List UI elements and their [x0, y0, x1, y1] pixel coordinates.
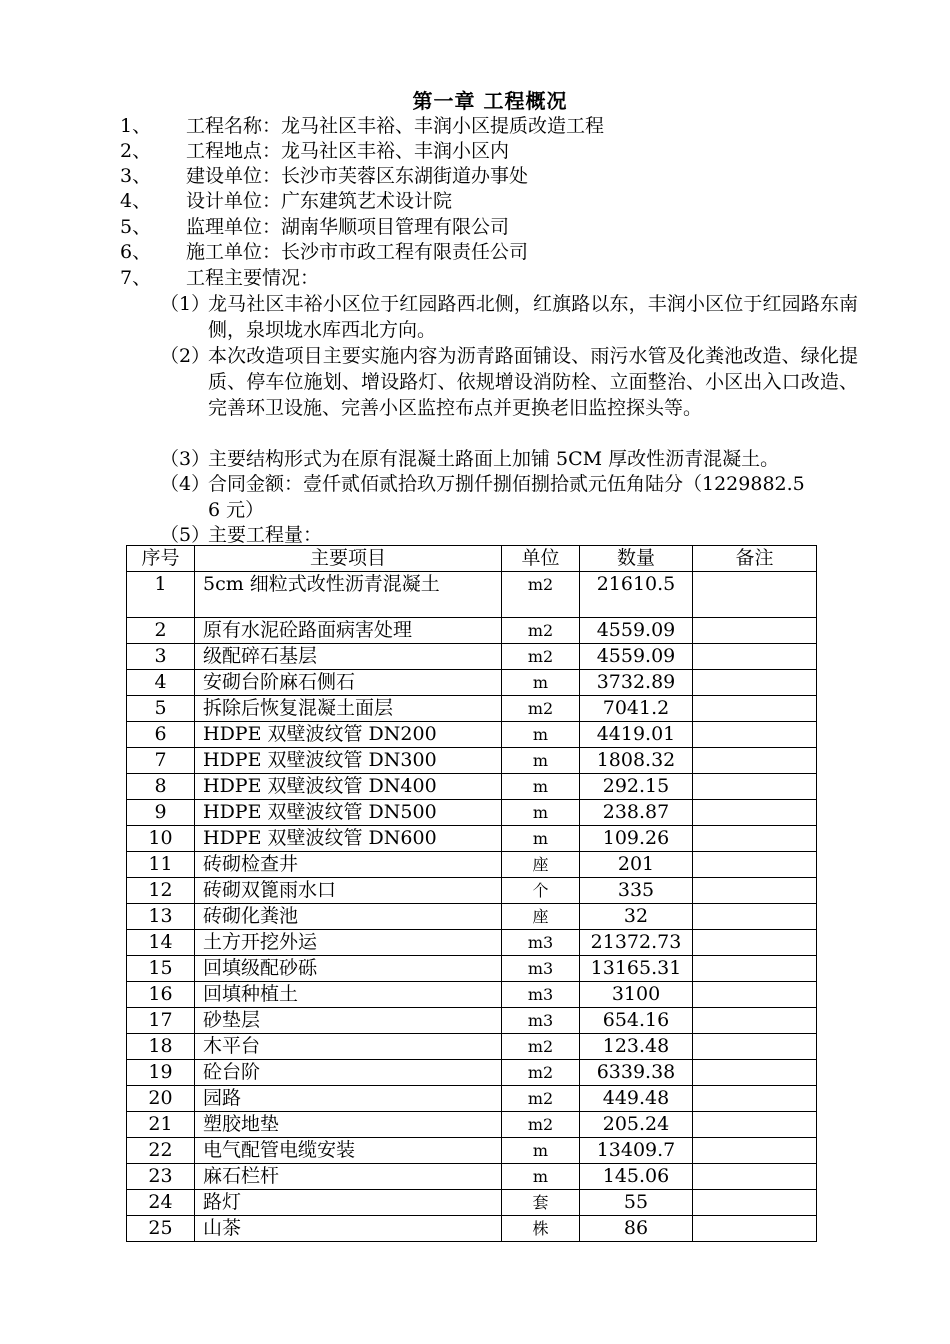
- row-unit: m: [502, 670, 580, 696]
- row-item: 回填种植土: [195, 982, 502, 1008]
- row-index: 18: [127, 1034, 195, 1060]
- info-number: 4、: [120, 190, 152, 212]
- row-unit: m2: [502, 696, 580, 722]
- row-item: 拆除后恢复混凝土面层: [195, 696, 502, 722]
- row-unit: m: [502, 774, 580, 800]
- info-line-designer: [120, 189, 452, 214]
- detail-location: [160, 291, 858, 343]
- table-row: [127, 670, 817, 696]
- row-quantity: 335: [580, 878, 693, 904]
- row-unit: m3: [502, 982, 580, 1008]
- row-remarks: [693, 1190, 817, 1216]
- row-item: 砼台阶: [195, 1060, 502, 1086]
- row-quantity: 7041.2: [580, 696, 693, 722]
- table-row: [127, 1086, 817, 1112]
- info-number: 7、: [120, 267, 152, 289]
- row-remarks: [693, 930, 817, 956]
- row-item: 塑胶地垫: [195, 1112, 502, 1138]
- table-row: [127, 826, 817, 852]
- row-index: 13: [127, 904, 195, 930]
- row-item: 山茶: [195, 1216, 502, 1242]
- row-quantity: 4559.09: [580, 644, 693, 670]
- row-unit: m2: [502, 572, 580, 618]
- row-unit: m: [502, 748, 580, 774]
- table-row: [127, 1060, 817, 1086]
- table-row: [127, 852, 817, 878]
- row-unit: m2: [502, 618, 580, 644]
- info-number: 1、: [120, 115, 152, 137]
- info-text: 工程地点：龙马社区丰裕、丰润小区内: [186, 140, 510, 162]
- detail-marker: （3）: [160, 448, 211, 470]
- row-remarks: [693, 696, 817, 722]
- info-number: 5、: [120, 216, 152, 238]
- row-index: 14: [127, 930, 195, 956]
- row-index: 9: [127, 800, 195, 826]
- detail-contract-amount: [160, 471, 810, 523]
- row-item: 原有水泥砼路面病害处理: [195, 618, 502, 644]
- detail-marker: （1）: [160, 293, 211, 315]
- row-remarks: [693, 852, 817, 878]
- row-remarks: [693, 572, 817, 618]
- table-row: [127, 1216, 817, 1242]
- table-row: [127, 982, 817, 1008]
- table-row: [127, 1164, 817, 1190]
- row-index: 7: [127, 748, 195, 774]
- table-row: [127, 572, 817, 618]
- row-remarks: [693, 1086, 817, 1112]
- row-item: HDPE 双壁波纹管 DN500: [195, 800, 502, 826]
- row-unit: m2: [502, 1060, 580, 1086]
- row-unit: 座: [502, 904, 580, 930]
- row-item: HDPE 双壁波纹管 DN300: [195, 748, 502, 774]
- header-unit: 单位: [502, 546, 580, 572]
- row-unit: 座: [502, 852, 580, 878]
- row-remarks: [693, 1060, 817, 1086]
- header-item: 主要项目: [195, 546, 502, 572]
- row-item: 路灯: [195, 1190, 502, 1216]
- table-row: [127, 722, 817, 748]
- row-index: 23: [127, 1164, 195, 1190]
- header-index: 序号: [127, 546, 195, 572]
- table-row: [127, 1008, 817, 1034]
- row-quantity: 654.16: [580, 1008, 693, 1034]
- row-index: 11: [127, 852, 195, 878]
- row-quantity: 1808.32: [580, 748, 693, 774]
- row-remarks: [693, 982, 817, 1008]
- row-quantity: 21372.73: [580, 930, 693, 956]
- info-line-project-location: [120, 139, 509, 164]
- detail-text: 合同金额：壹仟贰佰贰拾玖万捌仟捌佰捌拾贰元伍角陆分（1229882.56 元）: [208, 473, 805, 521]
- row-quantity: 32: [580, 904, 693, 930]
- row-index: 17: [127, 1008, 195, 1034]
- row-index: 16: [127, 982, 195, 1008]
- info-line-main-situation: [120, 266, 319, 291]
- table-row: [127, 748, 817, 774]
- row-index: 6: [127, 722, 195, 748]
- chapter-title: 第一章 工程概况: [412, 89, 568, 113]
- detail-marker: （4）: [160, 473, 211, 495]
- table-row: [127, 1034, 817, 1060]
- row-index: 25: [127, 1216, 195, 1242]
- row-quantity: 205.24: [580, 1112, 693, 1138]
- row-remarks: [693, 1138, 817, 1164]
- row-item: 麻石栏杆: [195, 1164, 502, 1190]
- row-remarks: [693, 1164, 817, 1190]
- row-unit: m: [502, 1138, 580, 1164]
- row-index: 10: [127, 826, 195, 852]
- row-remarks: [693, 748, 817, 774]
- row-index: 15: [127, 956, 195, 982]
- row-remarks: [693, 774, 817, 800]
- header-remarks: 备注: [693, 546, 817, 572]
- table-row: [127, 800, 817, 826]
- row-item: HDPE 双壁波纹管 DN600: [195, 826, 502, 852]
- row-index: 12: [127, 878, 195, 904]
- row-item: 砖砌检查井: [195, 852, 502, 878]
- info-text: 监理单位：湖南华顺项目管理有限公司: [186, 216, 510, 238]
- row-unit: 个: [502, 878, 580, 904]
- detail-text: 主要工程量：: [208, 524, 323, 546]
- row-unit: m: [502, 1164, 580, 1190]
- detail-structure: [160, 446, 858, 472]
- table-row: [127, 696, 817, 722]
- detail-marker: （5）: [160, 524, 211, 546]
- row-quantity: 123.48: [580, 1034, 693, 1060]
- row-remarks: [693, 904, 817, 930]
- row-item: 砖砌化粪池: [195, 904, 502, 930]
- row-item: HDPE 双壁波纹管 DN200: [195, 722, 502, 748]
- row-remarks: [693, 1034, 817, 1060]
- row-remarks: [693, 722, 817, 748]
- info-line-project-name: [120, 114, 604, 139]
- info-text: 工程主要情况：: [186, 267, 320, 289]
- row-quantity: 13165.31: [580, 956, 693, 982]
- row-remarks: [693, 800, 817, 826]
- table-row: [127, 956, 817, 982]
- row-remarks: [693, 1216, 817, 1242]
- info-text: 建设单位：长沙市芙蓉区东湖街道办事处: [186, 165, 529, 187]
- table-row: [127, 618, 817, 644]
- table-row: [127, 930, 817, 956]
- row-index: 8: [127, 774, 195, 800]
- row-quantity: 86: [580, 1216, 693, 1242]
- row-remarks: [693, 670, 817, 696]
- info-text: 工程名称：龙马社区丰裕、丰润小区提质改造工程: [186, 115, 605, 137]
- header-quantity: 数量: [580, 546, 693, 572]
- table-row: [127, 774, 817, 800]
- detail-text: 主要结构形式为在原有混凝土路面上加铺 5CM 厚改性沥青混凝土。: [208, 448, 780, 470]
- row-unit: m2: [502, 1086, 580, 1112]
- row-remarks: [693, 644, 817, 670]
- table-row: [127, 1138, 817, 1164]
- info-text: 施工单位：长沙市市政工程有限责任公司: [186, 241, 529, 263]
- row-index: 2: [127, 618, 195, 644]
- row-quantity: 292.15: [580, 774, 693, 800]
- row-index: 19: [127, 1060, 195, 1086]
- info-line-client: [120, 164, 528, 189]
- detail-text: 本次改造项目主要实施内容为沥青路面铺设、雨污水管及化粪池改造、绿化提质、停车位施划、增设路灯、依规增设消防栓、立面整治、小区出入口改造、完善环卫设施、完善小区监控布点并更换老旧监控探头等。: [208, 345, 858, 419]
- row-item: 安砌台阶麻石侧石: [195, 670, 502, 696]
- table-row: [127, 878, 817, 904]
- quantities-table: [126, 545, 817, 1242]
- row-item: 回填级配砂砾: [195, 956, 502, 982]
- row-unit: m2: [502, 1112, 580, 1138]
- row-remarks: [693, 826, 817, 852]
- row-unit: m: [502, 722, 580, 748]
- row-index: 5: [127, 696, 195, 722]
- row-quantity: 201: [580, 852, 693, 878]
- row-quantity: 13409.7: [580, 1138, 693, 1164]
- row-item: 5cm 细粒式改性沥青混凝土: [195, 572, 502, 618]
- table-row: [127, 1112, 817, 1138]
- row-index: 3: [127, 644, 195, 670]
- table-header-row: [127, 546, 817, 572]
- row-remarks: [693, 618, 817, 644]
- row-unit: m2: [502, 1034, 580, 1060]
- row-index: 22: [127, 1138, 195, 1164]
- row-item: 园路: [195, 1086, 502, 1112]
- row-unit: m: [502, 800, 580, 826]
- row-quantity: 4419.01: [580, 722, 693, 748]
- row-unit: 株: [502, 1216, 580, 1242]
- row-quantity: 21610.5: [580, 572, 693, 618]
- row-index: 1: [127, 572, 195, 618]
- row-quantity: 449.48: [580, 1086, 693, 1112]
- row-quantity: 3100: [580, 982, 693, 1008]
- table-row: [127, 644, 817, 670]
- detail-scope: [160, 343, 858, 421]
- row-item: 木平台: [195, 1034, 502, 1060]
- row-quantity: 145.06: [580, 1164, 693, 1190]
- row-item: HDPE 双壁波纹管 DN400: [195, 774, 502, 800]
- table-row: [127, 904, 817, 930]
- info-line-contractor: [120, 240, 528, 265]
- row-item: 级配碎石基层: [195, 644, 502, 670]
- row-item: 砖砌双篦雨水口: [195, 878, 502, 904]
- row-quantity: 6339.38: [580, 1060, 693, 1086]
- row-unit: m3: [502, 1008, 580, 1034]
- row-unit: m2: [502, 644, 580, 670]
- row-remarks: [693, 956, 817, 982]
- row-quantity: 238.87: [580, 800, 693, 826]
- row-index: 20: [127, 1086, 195, 1112]
- row-unit: m: [502, 826, 580, 852]
- row-index: 21: [127, 1112, 195, 1138]
- info-text: 设计单位：广东建筑艺术设计院: [186, 190, 453, 212]
- row-index: 24: [127, 1190, 195, 1216]
- row-item: 土方开挖外运: [195, 930, 502, 956]
- row-quantity: 55: [580, 1190, 693, 1216]
- info-number: 2、: [120, 140, 152, 162]
- info-line-supervisor: [120, 215, 509, 240]
- detail-text: 龙马社区丰裕小区位于红园路西北侧，红旗路以东，丰润小区位于红园路东南侧，泉坝垅水库西北方向。: [208, 293, 858, 341]
- table-row: [127, 1190, 817, 1216]
- info-number: 3、: [120, 165, 152, 187]
- row-unit: m3: [502, 956, 580, 982]
- row-quantity: 4559.09: [580, 618, 693, 644]
- row-quantity: 109.26: [580, 826, 693, 852]
- row-remarks: [693, 1112, 817, 1138]
- row-item: 电气配管电缆安装: [195, 1138, 502, 1164]
- row-unit: 套: [502, 1190, 580, 1216]
- row-remarks: [693, 878, 817, 904]
- info-number: 6、: [120, 241, 152, 263]
- detail-marker: （2）: [160, 345, 211, 367]
- row-item: 砂垫层: [195, 1008, 502, 1034]
- row-unit: m3: [502, 930, 580, 956]
- row-remarks: [693, 1008, 817, 1034]
- row-quantity: 3732.89: [580, 670, 693, 696]
- row-index: 4: [127, 670, 195, 696]
